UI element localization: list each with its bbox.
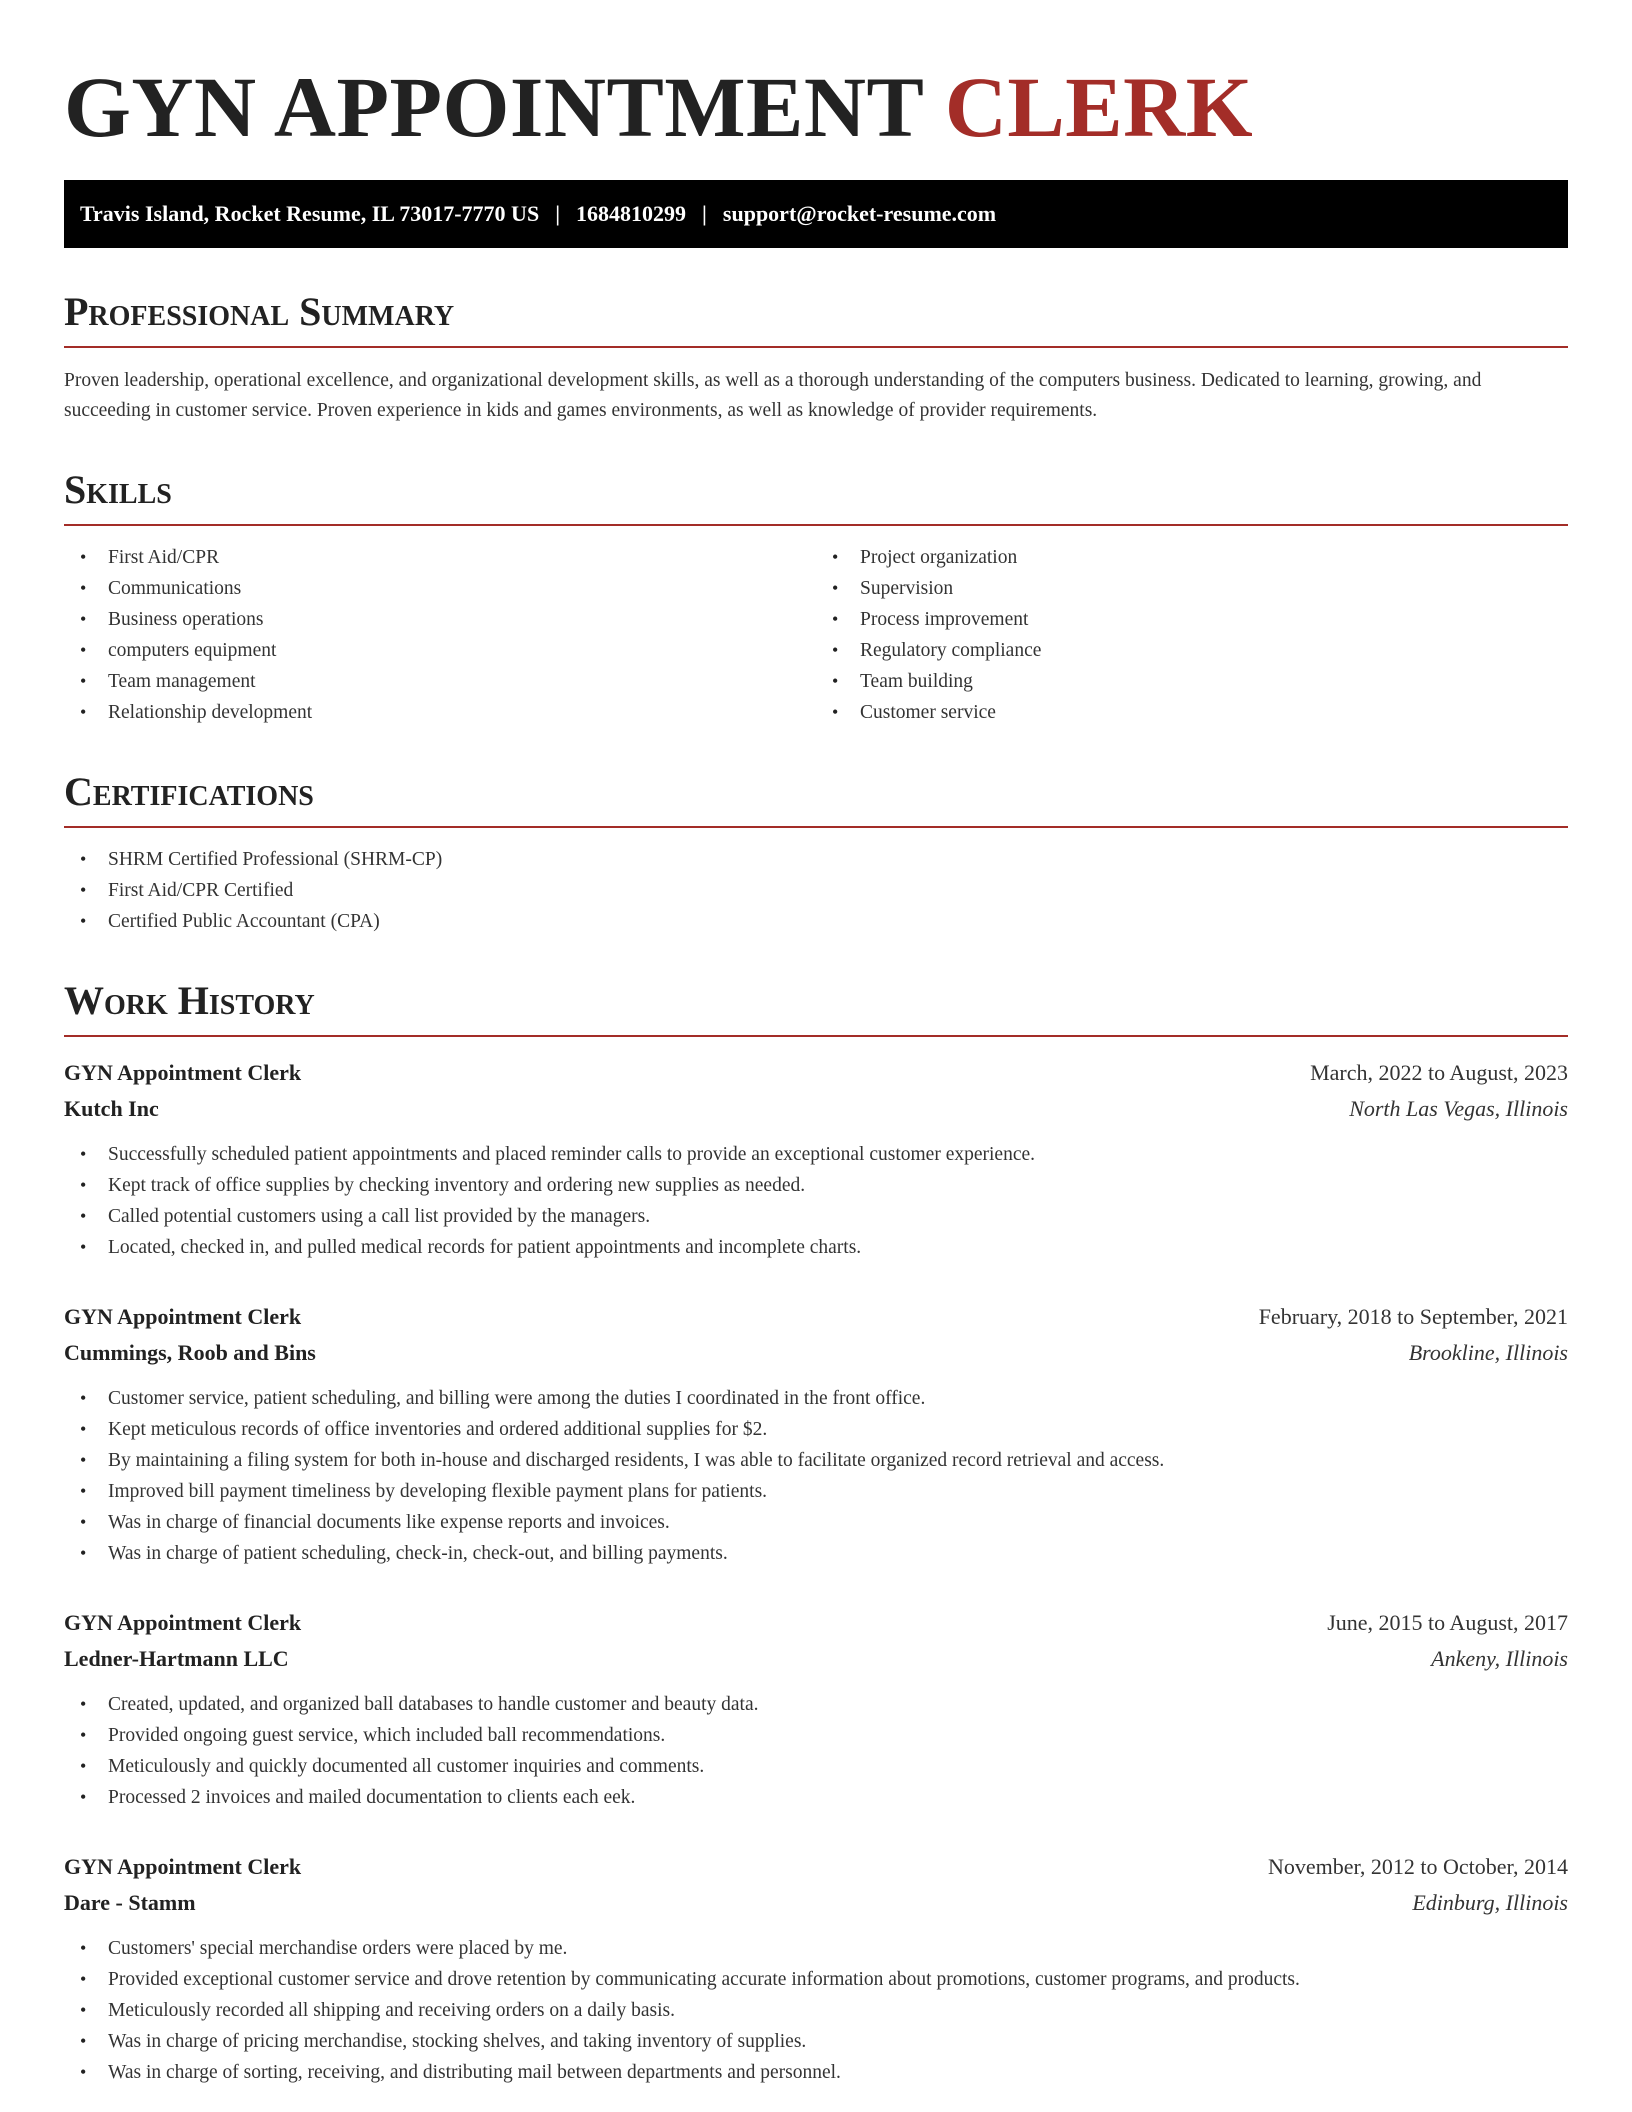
skill-item: • Business operations <box>64 604 816 635</box>
skill-item: • computers equipment <box>64 635 816 666</box>
certifications-heading: Certifications <box>64 772 1568 828</box>
skills-heading: Skills <box>64 470 1568 526</box>
job-location: Ankeny, Illinois <box>1431 1646 1568 1671</box>
name-main: GYN APPOINTMENT <box>64 59 923 155</box>
job-duty: • Was in charge of pricing merchandise, stocking shelves, and taking inventory of supplies. <box>64 2026 1568 2057</box>
job-duty: • Created, updated, and organized ball databases to handle customer and beauty data. <box>64 1689 1568 1720</box>
job-entry <box>64 1849 1568 2088</box>
skill-item: • Regulatory compliance <box>816 635 1568 666</box>
job-duty: • Was in charge of financial documents like expense reports and invoices. <box>64 1507 1568 1538</box>
certification-item: • Certified Public Accountant (CPA) <box>64 906 1568 937</box>
job-duty: • Kept track of office supplies by checking inventory and ordering new supplies as needed. <box>64 1170 1568 1201</box>
job-duty: • Customer service, patient scheduling, and billing were among the duties I coordinated in the front office. <box>64 1383 1568 1414</box>
skill-item: • Communications <box>64 573 816 604</box>
summary-text: Proven leadership, operational excellence, and organizational development skills, as well as a thorough understanding of the computers business. Dedicated to learning, growing, and succeeding in customer service. Proven experience in kids and games environments, as well as knowledge of provider requirements. <box>64 370 1482 421</box>
job-duty: • Meticulously and quickly documented all customer inquiries and comments. <box>64 1751 1568 1782</box>
job-duties <box>64 1933 1568 2088</box>
job-duties <box>64 1689 1568 1813</box>
contact-separator: | <box>702 201 707 226</box>
name-accent: CLERK <box>944 59 1254 155</box>
job-duty: • Customers' special merchandise orders were placed by me. <box>64 1933 1568 1964</box>
job-entry <box>64 1605 1568 1813</box>
skill-item: • First Aid/CPR <box>64 542 816 573</box>
skill-item: • Process improvement <box>816 604 1568 635</box>
job-duty: • Located, checked in, and pulled medical records for patient appointments and incomplete charts. <box>64 1232 1568 1263</box>
job-location: Brookline, Illinois <box>1408 1340 1568 1365</box>
contact-email: support@rocket-resume.com <box>722 201 997 226</box>
certifications-list <box>64 844 1568 937</box>
skill-item: • Project organization <box>816 542 1568 573</box>
job-duty: • Provided exceptional customer service and drove retention by communicating accurate information about promotions, customer programs, and products. <box>64 1964 1568 1995</box>
certification-item: • First Aid/CPR Certified <box>64 875 1568 906</box>
job-duty: • By maintaining a filing system for both in-house and discharged residents, I was able to facilitate organized record retrieval and access. <box>64 1445 1568 1476</box>
skills-list-left <box>64 542 816 728</box>
skill-item: • Customer service <box>816 697 1568 728</box>
job-duty: • Was in charge of patient scheduling, check-in, check-out, and billing payments. <box>64 1538 1568 1569</box>
job-duty: • Was in charge of sorting, receiving, and distributing mail between departments and personnel. <box>64 2057 1568 2088</box>
job-entry <box>64 1055 1568 1263</box>
job-duties <box>64 1383 1568 1569</box>
resume-name <box>64 56 1568 155</box>
skill-item: • Relationship development <box>64 697 816 728</box>
job-duty: • Called potential customers using a call list provided by the managers. <box>64 1201 1568 1232</box>
job-duty: • Successfully scheduled patient appointments and placed reminder calls to provide an exceptional customer experience. <box>64 1139 1568 1170</box>
job-company: Ledner-Hartmann LLC <box>64 1646 289 1671</box>
contact-phone: 1684810299 <box>576 201 687 226</box>
job-title: GYN Appointment Clerk <box>64 1854 302 1879</box>
skill-item: • Team building <box>816 666 1568 697</box>
job-dates: March, 2022 to August, 2023 <box>1310 1060 1568 1085</box>
job-location: North Las Vegas, Illinois <box>1349 1096 1568 1121</box>
skill-item: • Team management <box>64 666 816 697</box>
work-history-section <box>64 978 1568 2088</box>
contact-separator: | <box>555 201 561 226</box>
work-history-heading: Work History <box>64 981 1568 1037</box>
job-duty: • Kept meticulous records of office inventories and ordered additional supplies for $2. <box>64 1414 1568 1445</box>
certifications-section <box>64 769 1568 937</box>
skills-list-right <box>816 542 1568 728</box>
job-title: GYN Appointment Clerk <box>64 1060 302 1085</box>
job-company: Kutch Inc <box>64 1096 159 1121</box>
job-title: GYN Appointment Clerk <box>64 1304 302 1329</box>
job-duty: • Improved bill payment timeliness by developing flexible payment plans for patients. <box>64 1476 1568 1507</box>
certification-item: • SHRM Certified Professional (SHRM-CP) <box>64 844 1568 875</box>
job-title: GYN Appointment Clerk <box>64 1610 302 1635</box>
skills-grid <box>64 526 1568 728</box>
contact-address: Travis Island, Rocket Resume, IL 73017-7770 US <box>80 201 540 226</box>
job-duty: • Processed 2 invoices and mailed documentation to clients each eek. <box>64 1782 1568 1813</box>
summary-heading: Professional Summary <box>64 292 1568 348</box>
job-duty: • Meticulously recorded all shipping and receiving orders on a daily basis. <box>64 1995 1568 2026</box>
job-dates: June, 2015 to August, 2017 <box>1327 1610 1568 1635</box>
summary-section <box>64 289 1568 426</box>
job-entry <box>64 1299 1568 1569</box>
job-location: Edinburg, Illinois <box>1412 1890 1568 1915</box>
job-dates: November, 2012 to October, 2014 <box>1267 1854 1568 1879</box>
job-company: Dare - Stamm <box>64 1890 196 1915</box>
skills-section <box>64 467 1568 728</box>
job-duties <box>64 1139 1568 1263</box>
skill-item: • Supervision <box>816 573 1568 604</box>
contact-bar <box>64 180 1568 248</box>
job-duty: • Provided ongoing guest service, which included ball recommendations. <box>64 1720 1568 1751</box>
job-dates: February, 2018 to September, 2021 <box>1258 1304 1568 1329</box>
job-company: Cummings, Roob and Bins <box>64 1340 316 1365</box>
